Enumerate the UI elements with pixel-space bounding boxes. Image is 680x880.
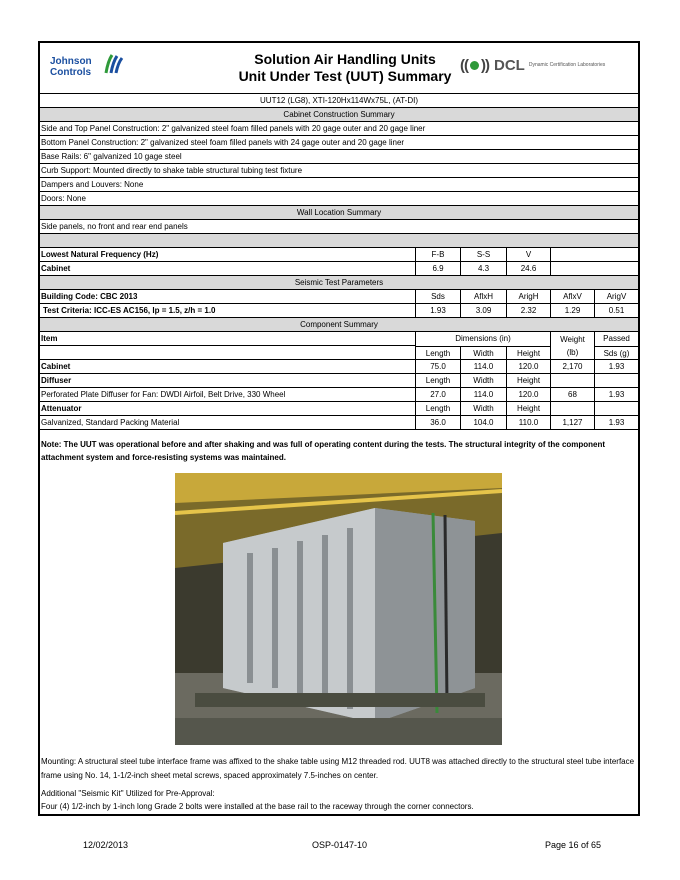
footer-date: 12/02/2013 — [83, 840, 129, 850]
test-criteria: Test Criteria: ICC-ES AC156, Ip = 1.5, z/h = 1.0 — [43, 306, 216, 315]
weight-header — [550, 332, 594, 360]
cabinet-line-text: Bottom Panel Construction: 2" galvanized steel foam filled panels with 24 gage outer and 20 gage liner — [41, 138, 405, 147]
logo-line2: Controls — [50, 67, 92, 78]
component-name: Cabinet — [41, 362, 71, 371]
cabinet-line — [40, 191, 638, 205]
frequency-header-row — [40, 247, 638, 261]
unit-model-row — [40, 93, 638, 107]
component-name: Diffuser — [41, 376, 72, 385]
seismic-value: 0.51 — [594, 304, 638, 317]
dcl-name: DCL — [494, 56, 525, 74]
seismic-value: 1.29 — [550, 304, 594, 317]
item-header-cell — [40, 332, 415, 346]
cabinet-line — [40, 163, 638, 177]
kit-text: Four (4) 1/2-inch by 1-inch long Grade 2 bolts were installed at the base rail to the raceway through the corner connectors. — [41, 802, 474, 811]
seismic-header: Sds — [415, 290, 460, 303]
component-heading-text: Component Summary — [300, 320, 378, 329]
component-name: Attenuator — [41, 404, 82, 413]
title-line1: Solution Air Handling Units — [254, 51, 436, 67]
dcl-wave-icon-right: )) — [481, 56, 489, 74]
wall-line — [40, 219, 638, 233]
seismic-value: 1.93 — [415, 304, 460, 317]
component-cell: 1.93 — [594, 388, 638, 401]
wall-line-text: Side panels, no front and rear end panels — [41, 222, 188, 231]
summary-page — [38, 41, 640, 816]
component-cell: Length — [415, 402, 460, 415]
frequency-row-label: Cabinet — [41, 264, 71, 273]
page-title — [230, 51, 460, 85]
dcl-wave-icon: (( — [460, 56, 468, 74]
component-cell — [594, 374, 638, 387]
component-cell: Width — [460, 402, 506, 415]
component-cell: 120.0 — [506, 360, 550, 373]
component-cell: 75.0 — [415, 360, 460, 373]
component-cell: 114.0 — [460, 360, 506, 373]
johnson-controls-logo — [50, 53, 130, 89]
freq-header: S-S — [460, 248, 506, 261]
unit-model: UUT12 (LG8), XTI-120Hx114Wx75L, (AT-DI) — [260, 96, 418, 105]
cabinet-line-text: Dampers and Louvers: None — [41, 180, 144, 189]
summary-table — [40, 93, 638, 430]
freq-blank — [550, 262, 638, 275]
component-cell: 120.0 — [506, 388, 550, 401]
cabinet-line — [40, 177, 638, 191]
kit-heading: Additional "Seismic Kit" Utilized for Pre-Approval: — [41, 789, 215, 798]
freq-header: V — [506, 248, 550, 261]
mounting-text: Mounting: A structural steel tube interface frame was affixed to the shake table using M12 threaded rod. UUT8 was attached directly to the structural steel tube interface frame using No. 14, 1-1/2-inch sheet metal screws, spaced approximately 7.5-inches on center. — [41, 757, 635, 780]
seismic-value-row — [40, 303, 638, 317]
seismic-heading — [40, 275, 638, 289]
length-header: Length — [415, 346, 460, 360]
title-line2: Unit Under Test (UUT) Summary — [238, 68, 452, 84]
footer-page-number: Page 16 of 65 — [545, 840, 602, 850]
logo-line1: Johnson — [50, 56, 92, 67]
component-name: Galvanized, Standard Packing Material — [41, 418, 180, 427]
seismic-header: ArigV — [594, 290, 638, 303]
wall-heading — [40, 205, 638, 219]
component-cell: 1.93 — [594, 416, 638, 429]
freq-value: 6.9 — [415, 262, 460, 275]
component-row — [40, 415, 638, 430]
component-row — [40, 401, 638, 415]
component-cell — [550, 402, 594, 415]
seismic-value: 2.32 — [506, 304, 550, 317]
component-cell: Length — [415, 374, 460, 387]
component-row — [40, 387, 638, 401]
height-header: Height — [506, 346, 550, 360]
component-cell — [594, 402, 638, 415]
component-row — [40, 359, 638, 373]
component-cell: 114.0 — [460, 388, 506, 401]
width-header: Width — [460, 346, 506, 360]
dimensions-header: Dimensions (in) — [415, 332, 550, 346]
page-header — [40, 43, 638, 93]
component-cell: Height — [506, 374, 550, 387]
item-header: Item — [41, 334, 58, 343]
component-cell: 27.0 — [415, 388, 460, 401]
cabinet-line-text: Side and Top Panel Construction: 2" galvanized steel foam filled panels with 20 gage outer and 20 gage liner — [41, 124, 426, 133]
uut-photo — [175, 473, 502, 745]
cabinet-line-text: Doors: None — [41, 194, 86, 203]
cabinet-line-text: Base Rails: 6" galvanized 10 gage steel — [41, 152, 182, 161]
dcl-logo — [460, 55, 635, 75]
component-cell: 104.0 — [460, 416, 506, 429]
freq-blank — [550, 248, 638, 261]
seismic-header: AflxH — [460, 290, 506, 303]
component-cell: 36.0 — [415, 416, 460, 429]
freq-header: F-B — [415, 248, 460, 261]
dcl-dot-icon — [470, 61, 479, 70]
cabinet-line — [40, 149, 638, 163]
cabinet-line-text: Curb Support: Mounted directly to shake table structural tubing test fixture — [41, 166, 303, 175]
sds-header: Sds (g) — [594, 346, 638, 360]
jc-swoosh-icon — [102, 53, 126, 77]
component-row — [40, 373, 638, 387]
weight-unit: (lb) — [566, 348, 579, 357]
frequency-label: Lowest Natural Frequency (Hz) — [41, 250, 159, 259]
cabinet-heading-text: Cabinet Construction Summary — [283, 110, 395, 119]
seismic-header: AflxV — [550, 290, 594, 303]
seismic-heading-text: Seismic Test Parameters — [294, 278, 384, 287]
component-cell: Width — [460, 374, 506, 387]
dcl-subtitle: Dynamic Certification Laboratories — [528, 62, 606, 68]
operational-note: Note: The UUT was operational before and after shaking and was full of operating content during the tests. The structural integrity of the component attachment system and force-resisting systems was maintained. — [41, 440, 606, 462]
footer-doc-number: OSP-0147-10 — [312, 840, 368, 850]
component-cell: 1.93 — [594, 360, 638, 373]
component-cell: 68 — [550, 388, 594, 401]
wall-heading-text: Wall Location Summary — [296, 208, 382, 217]
seismic-header-row — [40, 289, 638, 303]
freq-value: 24.6 — [506, 262, 550, 275]
component-header — [40, 331, 638, 359]
component-cell: 1,127 — [550, 416, 594, 429]
component-cell: Height — [506, 402, 550, 415]
freq-value: 4.3 — [460, 262, 506, 275]
seismic-header: ArigH — [506, 290, 550, 303]
weight-label: Weight — [560, 335, 585, 344]
cabinet-line — [40, 121, 638, 135]
passed-header: Passed — [594, 332, 638, 346]
component-name: Perforated Plate Diffuser for Fan: DWDI Airfoil, Belt Drive, 330 Wheel — [41, 390, 286, 399]
seismic-value: 3.09 — [460, 304, 506, 317]
spacer-row — [40, 233, 638, 247]
cabinet-heading — [40, 107, 638, 121]
component-cell — [550, 374, 594, 387]
frequency-value-row — [40, 261, 638, 275]
component-cell: 2,170 — [550, 360, 594, 373]
building-code: Building Code: CBC 2013 — [41, 292, 138, 301]
component-heading — [40, 317, 638, 331]
cabinet-line — [40, 135, 638, 149]
component-cell: 110.0 — [506, 416, 550, 429]
